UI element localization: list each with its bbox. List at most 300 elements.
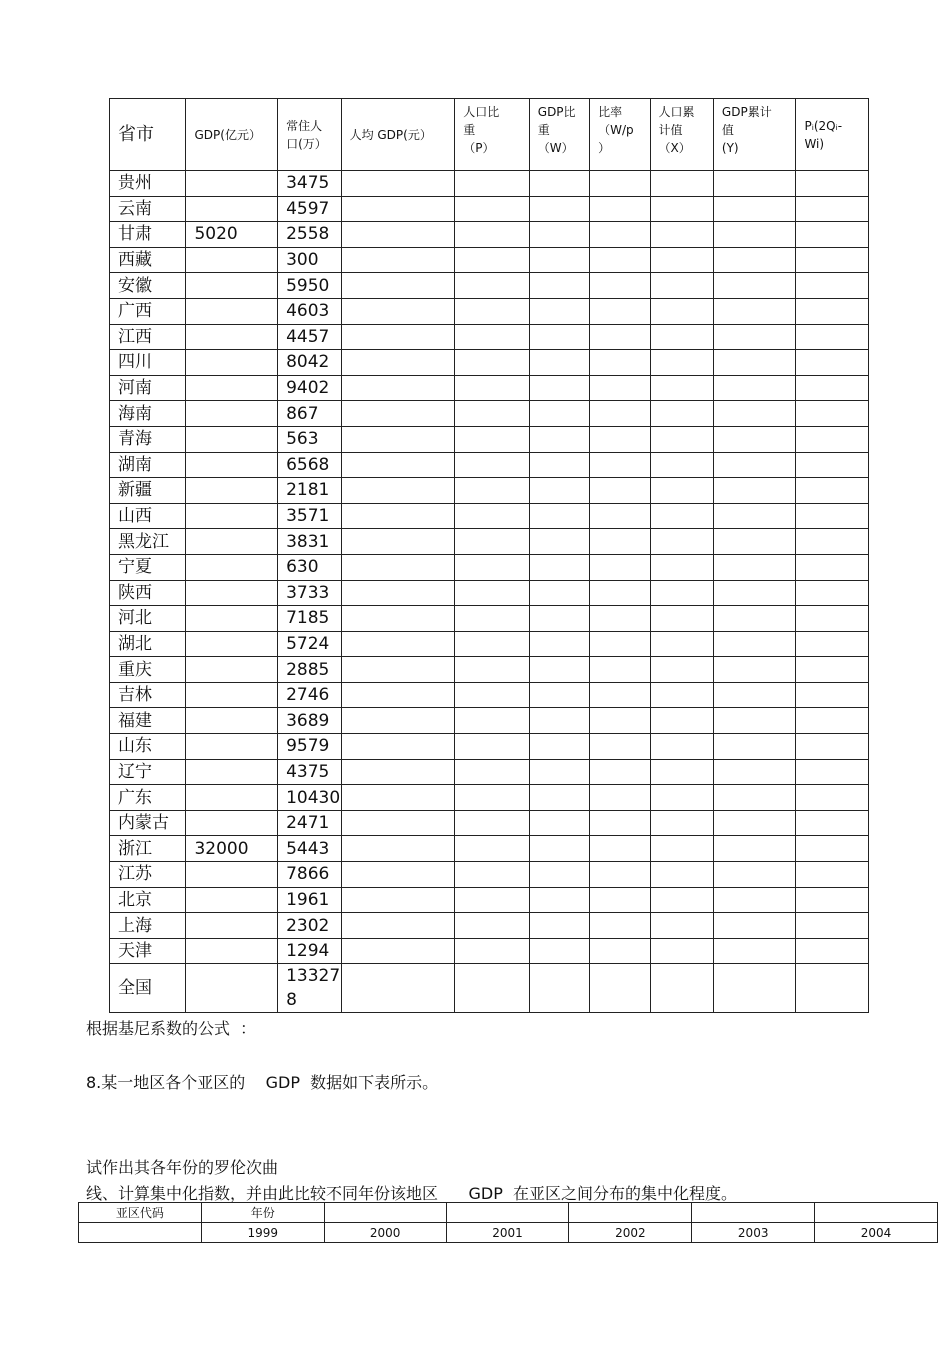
empty-cell bbox=[650, 580, 713, 606]
empty-cell bbox=[455, 298, 529, 324]
empty-cell bbox=[713, 554, 796, 580]
table-row bbox=[110, 503, 869, 529]
province-cell: 黑龙江 bbox=[110, 529, 186, 555]
year-header: 年份 bbox=[201, 1203, 324, 1223]
empty-cell bbox=[650, 938, 713, 964]
empty-cell bbox=[569, 1203, 692, 1223]
empty-cell bbox=[650, 554, 713, 580]
empty-cell bbox=[713, 298, 796, 324]
empty-cell bbox=[796, 554, 869, 580]
empty-cell bbox=[796, 503, 869, 529]
population-cell: 2181 bbox=[278, 478, 342, 504]
empty-cell bbox=[796, 836, 869, 862]
empty-cell bbox=[713, 734, 796, 760]
empty-cell bbox=[590, 452, 650, 478]
province-cell: 青海 bbox=[110, 426, 186, 452]
empty-cell bbox=[713, 222, 796, 248]
table-row bbox=[110, 350, 869, 376]
empty-cell bbox=[341, 657, 455, 683]
empty-cell bbox=[590, 247, 650, 273]
empty-cell bbox=[529, 631, 589, 657]
empty-cell bbox=[341, 606, 455, 632]
empty-cell bbox=[341, 401, 455, 427]
gdp-cell bbox=[186, 324, 278, 350]
empty-cell bbox=[341, 734, 455, 760]
empty-cell bbox=[713, 682, 796, 708]
gdp-cell bbox=[186, 938, 278, 964]
table-row bbox=[110, 375, 869, 401]
empty-cell bbox=[692, 1203, 815, 1223]
empty-cell bbox=[796, 964, 869, 1013]
empty-cell bbox=[529, 247, 589, 273]
gdp-cell bbox=[186, 734, 278, 760]
empty-cell bbox=[650, 171, 713, 197]
empty-cell bbox=[529, 759, 589, 785]
gdp-cell bbox=[186, 606, 278, 632]
empty-cell bbox=[713, 964, 796, 1013]
empty-cell bbox=[341, 682, 455, 708]
province-cell: 辽宁 bbox=[110, 759, 186, 785]
header-ratio-line1: 比率 bbox=[598, 105, 623, 119]
population-cell: 3475 bbox=[278, 171, 342, 197]
gdp-cell bbox=[186, 452, 278, 478]
empty-cell bbox=[650, 452, 713, 478]
empty-cell bbox=[455, 785, 529, 811]
gdp-cell bbox=[186, 862, 278, 888]
empty-cell bbox=[455, 324, 529, 350]
population-cell: 9579 bbox=[278, 734, 342, 760]
empty-cell bbox=[713, 196, 796, 222]
gdp-cell bbox=[186, 196, 278, 222]
table-row bbox=[110, 529, 869, 555]
empty-cell bbox=[713, 580, 796, 606]
empty-cell bbox=[529, 452, 589, 478]
header-gdp-share-line3: （W） bbox=[537, 141, 574, 155]
empty-cell bbox=[341, 247, 455, 273]
table-row bbox=[110, 401, 869, 427]
gdp-cell bbox=[186, 759, 278, 785]
empty-cell bbox=[455, 938, 529, 964]
population-cell: 300 bbox=[278, 247, 342, 273]
empty-cell bbox=[713, 631, 796, 657]
empty-cell bbox=[324, 1203, 446, 1223]
empty-cell bbox=[341, 887, 455, 913]
empty-cell bbox=[713, 606, 796, 632]
empty-cell bbox=[650, 247, 713, 273]
empty-cell bbox=[650, 682, 713, 708]
empty-cell bbox=[455, 529, 529, 555]
table-row bbox=[110, 606, 869, 632]
header-pop-cumulative bbox=[650, 99, 713, 171]
empty-cell bbox=[590, 324, 650, 350]
empty-cell bbox=[713, 810, 796, 836]
empty-cell bbox=[341, 375, 455, 401]
empty-cell bbox=[713, 350, 796, 376]
empty-cell bbox=[650, 913, 713, 939]
total-label-cell: 全国 bbox=[110, 964, 186, 1013]
table-row bbox=[110, 734, 869, 760]
empty-cell bbox=[529, 734, 589, 760]
empty-cell bbox=[796, 196, 869, 222]
empty-cell bbox=[455, 503, 529, 529]
empty-cell bbox=[590, 529, 650, 555]
empty-cell bbox=[529, 324, 589, 350]
empty-cell bbox=[713, 171, 796, 197]
empty-cell bbox=[796, 324, 869, 350]
empty-cell bbox=[341, 785, 455, 811]
gdp-cell bbox=[186, 887, 278, 913]
empty-cell bbox=[455, 375, 529, 401]
empty-cell bbox=[529, 196, 589, 222]
empty-cell bbox=[455, 554, 529, 580]
empty-cell bbox=[455, 452, 529, 478]
population-cell: 6568 bbox=[278, 452, 342, 478]
empty-cell bbox=[796, 938, 869, 964]
province-cell: 江苏 bbox=[110, 862, 186, 888]
population-cell: 9402 bbox=[278, 375, 342, 401]
empty-cell bbox=[590, 862, 650, 888]
empty-cell bbox=[713, 913, 796, 939]
empty-cell bbox=[796, 734, 869, 760]
empty-cell bbox=[341, 426, 455, 452]
empty-cell bbox=[796, 350, 869, 376]
empty-cell bbox=[713, 887, 796, 913]
empty-cell bbox=[341, 964, 455, 1013]
population-cell: 630 bbox=[278, 554, 342, 580]
header-pop-share bbox=[455, 99, 529, 171]
empty-cell bbox=[650, 708, 713, 734]
empty-cell bbox=[341, 862, 455, 888]
table-row bbox=[110, 913, 869, 939]
province-cell: 西藏 bbox=[110, 247, 186, 273]
gdp-cell bbox=[186, 554, 278, 580]
empty-cell bbox=[590, 887, 650, 913]
empty-cell bbox=[590, 657, 650, 683]
empty-cell bbox=[713, 785, 796, 811]
empty-cell bbox=[796, 682, 869, 708]
empty-cell bbox=[650, 606, 713, 632]
empty-cell bbox=[650, 426, 713, 452]
header-gdp-cumulative bbox=[713, 99, 796, 171]
population-cell: 867 bbox=[278, 401, 342, 427]
table-row bbox=[110, 631, 869, 657]
gdp-cell bbox=[186, 913, 278, 939]
empty-cell bbox=[455, 350, 529, 376]
empty-cell bbox=[713, 324, 796, 350]
population-cell: 4603 bbox=[278, 298, 342, 324]
empty-cell bbox=[341, 938, 455, 964]
header-population bbox=[278, 99, 342, 171]
province-cell: 湖北 bbox=[110, 631, 186, 657]
empty-cell bbox=[650, 631, 713, 657]
empty-cell bbox=[650, 478, 713, 504]
empty-cell bbox=[590, 913, 650, 939]
empty-cell bbox=[650, 657, 713, 683]
population-cell: 4597 bbox=[278, 196, 342, 222]
empty-cell bbox=[713, 529, 796, 555]
province-cell: 天津 bbox=[110, 938, 186, 964]
empty-cell bbox=[529, 426, 589, 452]
sub-table-header-row bbox=[79, 1203, 938, 1223]
gdp-cell bbox=[186, 247, 278, 273]
empty-cell bbox=[529, 938, 589, 964]
table-row bbox=[110, 938, 869, 964]
year-cell: 2002 bbox=[569, 1223, 692, 1243]
empty-cell bbox=[590, 350, 650, 376]
table-row bbox=[110, 426, 869, 452]
empty-cell bbox=[529, 478, 589, 504]
empty-cell bbox=[455, 580, 529, 606]
empty-cell bbox=[796, 631, 869, 657]
province-cell: 内蒙古 bbox=[110, 810, 186, 836]
province-cell: 广东 bbox=[110, 785, 186, 811]
empty-cell bbox=[650, 529, 713, 555]
gdp-cell bbox=[186, 375, 278, 401]
empty-cell bbox=[341, 836, 455, 862]
empty-cell bbox=[796, 913, 869, 939]
empty-cell bbox=[341, 478, 455, 504]
empty-cell bbox=[341, 529, 455, 555]
empty-cell bbox=[455, 426, 529, 452]
empty-cell bbox=[590, 836, 650, 862]
table-row bbox=[110, 222, 869, 248]
empty-cell bbox=[650, 759, 713, 785]
empty-cell bbox=[529, 657, 589, 683]
table-row bbox=[110, 682, 869, 708]
province-cell: 山东 bbox=[110, 734, 186, 760]
empty-cell bbox=[529, 401, 589, 427]
year-cell: 1999 bbox=[201, 1223, 324, 1243]
empty-cell bbox=[590, 503, 650, 529]
gdp-cell bbox=[186, 708, 278, 734]
gdp-cell bbox=[186, 273, 278, 299]
empty-cell bbox=[590, 375, 650, 401]
population-cell: 3733 bbox=[278, 580, 342, 606]
empty-cell bbox=[650, 298, 713, 324]
header-gdp: GDP(亿元） bbox=[186, 99, 278, 171]
population-cell: 3689 bbox=[278, 708, 342, 734]
empty-cell bbox=[796, 298, 869, 324]
gdp-cell bbox=[186, 478, 278, 504]
empty-cell bbox=[341, 350, 455, 376]
empty-cell bbox=[590, 196, 650, 222]
table-row bbox=[110, 810, 869, 836]
empty-cell bbox=[455, 810, 529, 836]
empty-cell bbox=[529, 298, 589, 324]
gdp-cell bbox=[186, 298, 278, 324]
gdp-cell bbox=[186, 171, 278, 197]
province-cell: 安徽 bbox=[110, 273, 186, 299]
empty-cell bbox=[590, 580, 650, 606]
header-per-capita: 人均 GDP(元） bbox=[341, 99, 455, 171]
province-cell: 宁夏 bbox=[110, 554, 186, 580]
empty-cell bbox=[796, 401, 869, 427]
province-cell: 陕西 bbox=[110, 580, 186, 606]
header-population-line2: 口(万） bbox=[286, 136, 327, 151]
table-row bbox=[110, 836, 869, 862]
empty-cell bbox=[713, 247, 796, 273]
table-row bbox=[110, 580, 869, 606]
empty-cell bbox=[650, 222, 713, 248]
province-cell: 北京 bbox=[110, 887, 186, 913]
province-cell: 福建 bbox=[110, 708, 186, 734]
province-cell: 吉林 bbox=[110, 682, 186, 708]
empty-cell bbox=[529, 529, 589, 555]
empty-cell bbox=[713, 452, 796, 478]
empty-cell bbox=[341, 196, 455, 222]
empty-cell bbox=[590, 734, 650, 760]
empty-cell bbox=[650, 196, 713, 222]
header-ratio-line2: （W/p bbox=[598, 123, 634, 137]
empty-cell bbox=[590, 810, 650, 836]
header-population-line1: 常住人 bbox=[286, 118, 323, 133]
header-pop-cumulative-line3: （X） bbox=[658, 141, 691, 155]
gini-formula-note: 根据基尼系数的公式 ： bbox=[86, 1019, 257, 1038]
empty-cell bbox=[713, 836, 796, 862]
empty-cell bbox=[796, 222, 869, 248]
empty-cell bbox=[341, 810, 455, 836]
empty-cell bbox=[341, 324, 455, 350]
gdp-cell bbox=[186, 631, 278, 657]
empty-cell bbox=[341, 913, 455, 939]
population-cell: 2471 bbox=[278, 810, 342, 836]
empty-cell bbox=[796, 657, 869, 683]
header-formula-line2: Wi) bbox=[804, 136, 825, 151]
population-cell: 2746 bbox=[278, 682, 342, 708]
empty-cell bbox=[529, 708, 589, 734]
empty-cell bbox=[650, 375, 713, 401]
population-cell: 4457 bbox=[278, 324, 342, 350]
sub-table-years-row bbox=[79, 1223, 938, 1243]
empty-cell bbox=[590, 273, 650, 299]
empty-cell bbox=[713, 657, 796, 683]
empty-cell bbox=[186, 964, 278, 1013]
header-row bbox=[110, 99, 869, 171]
empty-cell bbox=[341, 222, 455, 248]
empty-cell bbox=[446, 1203, 569, 1223]
table-row bbox=[110, 324, 869, 350]
empty-cell bbox=[650, 401, 713, 427]
empty-cell bbox=[455, 759, 529, 785]
header-ratio bbox=[590, 99, 650, 171]
gdp-cell bbox=[186, 682, 278, 708]
population-cell: 10430 bbox=[278, 785, 342, 811]
empty-cell bbox=[713, 862, 796, 888]
empty-cell bbox=[713, 938, 796, 964]
gdp-cell bbox=[186, 580, 278, 606]
population-cell: 1294 bbox=[278, 938, 342, 964]
population-cell: 2885 bbox=[278, 657, 342, 683]
population-cell: 4375 bbox=[278, 759, 342, 785]
year-cell: 2000 bbox=[324, 1223, 446, 1243]
population-cell: 563 bbox=[278, 426, 342, 452]
province-cell: 贵州 bbox=[110, 171, 186, 197]
province-cell: 上海 bbox=[110, 913, 186, 939]
empty-cell bbox=[650, 350, 713, 376]
population-cell: 7185 bbox=[278, 606, 342, 632]
header-formula bbox=[796, 99, 869, 171]
province-cell: 河北 bbox=[110, 606, 186, 632]
empty-cell bbox=[796, 759, 869, 785]
empty-cell bbox=[590, 222, 650, 248]
empty-cell bbox=[650, 785, 713, 811]
population-cell: 3831 bbox=[278, 529, 342, 555]
province-cell: 广西 bbox=[110, 298, 186, 324]
empty-cell bbox=[650, 734, 713, 760]
population-cell: 1961 bbox=[278, 887, 342, 913]
header-ratio-line3: ） bbox=[598, 141, 611, 155]
province-cell: 新疆 bbox=[110, 478, 186, 504]
empty-cell bbox=[529, 503, 589, 529]
empty-cell bbox=[341, 759, 455, 785]
table-row bbox=[110, 298, 869, 324]
year-cell: 2004 bbox=[815, 1223, 938, 1243]
empty-cell bbox=[455, 222, 529, 248]
empty-cell bbox=[529, 862, 589, 888]
empty-cell bbox=[713, 503, 796, 529]
year-cell: 2001 bbox=[446, 1223, 569, 1243]
empty-cell bbox=[529, 171, 589, 197]
empty-cell bbox=[529, 887, 589, 913]
empty-cell bbox=[590, 938, 650, 964]
empty-cell bbox=[529, 682, 589, 708]
empty-cell bbox=[529, 785, 589, 811]
table-row bbox=[110, 708, 869, 734]
header-gdp-cumulative-line1: GDP累计 bbox=[721, 105, 772, 119]
gdp-cell bbox=[186, 350, 278, 376]
province-cell: 海南 bbox=[110, 401, 186, 427]
empty-cell bbox=[455, 836, 529, 862]
province-cell: 重庆 bbox=[110, 657, 186, 683]
empty-cell bbox=[455, 657, 529, 683]
header-gdp-cumulative-line3: (Y) bbox=[721, 141, 739, 155]
empty-cell bbox=[796, 708, 869, 734]
empty-cell bbox=[796, 375, 869, 401]
empty-cell bbox=[796, 862, 869, 888]
subregion-code-header: 亚区代码 bbox=[79, 1203, 202, 1223]
empty-cell bbox=[529, 606, 589, 632]
empty-cell bbox=[650, 810, 713, 836]
empty-cell bbox=[341, 298, 455, 324]
empty-cell bbox=[590, 554, 650, 580]
empty-cell bbox=[529, 836, 589, 862]
empty-cell bbox=[650, 836, 713, 862]
empty-cell bbox=[590, 708, 650, 734]
province-cell: 甘肃 bbox=[110, 222, 186, 248]
empty-cell bbox=[590, 682, 650, 708]
empty-cell bbox=[455, 401, 529, 427]
population-cell: 5724 bbox=[278, 631, 342, 657]
provincial-gdp-table bbox=[109, 98, 869, 1013]
empty-cell bbox=[796, 529, 869, 555]
empty-cell bbox=[341, 631, 455, 657]
empty-cell bbox=[341, 503, 455, 529]
table-row bbox=[110, 887, 869, 913]
table-row bbox=[110, 196, 869, 222]
empty-cell bbox=[590, 426, 650, 452]
question-8-intro: 8.某一地区各个亚区的 GDP 数据如下表所示。 bbox=[86, 1073, 439, 1092]
empty-cell bbox=[590, 631, 650, 657]
empty-cell bbox=[650, 862, 713, 888]
header-gdp-share bbox=[529, 99, 589, 171]
empty-cell bbox=[455, 631, 529, 657]
empty-cell bbox=[455, 708, 529, 734]
empty-cell bbox=[455, 196, 529, 222]
empty-cell bbox=[455, 682, 529, 708]
empty-cell bbox=[455, 964, 529, 1013]
empty-cell bbox=[796, 606, 869, 632]
empty-cell bbox=[529, 350, 589, 376]
